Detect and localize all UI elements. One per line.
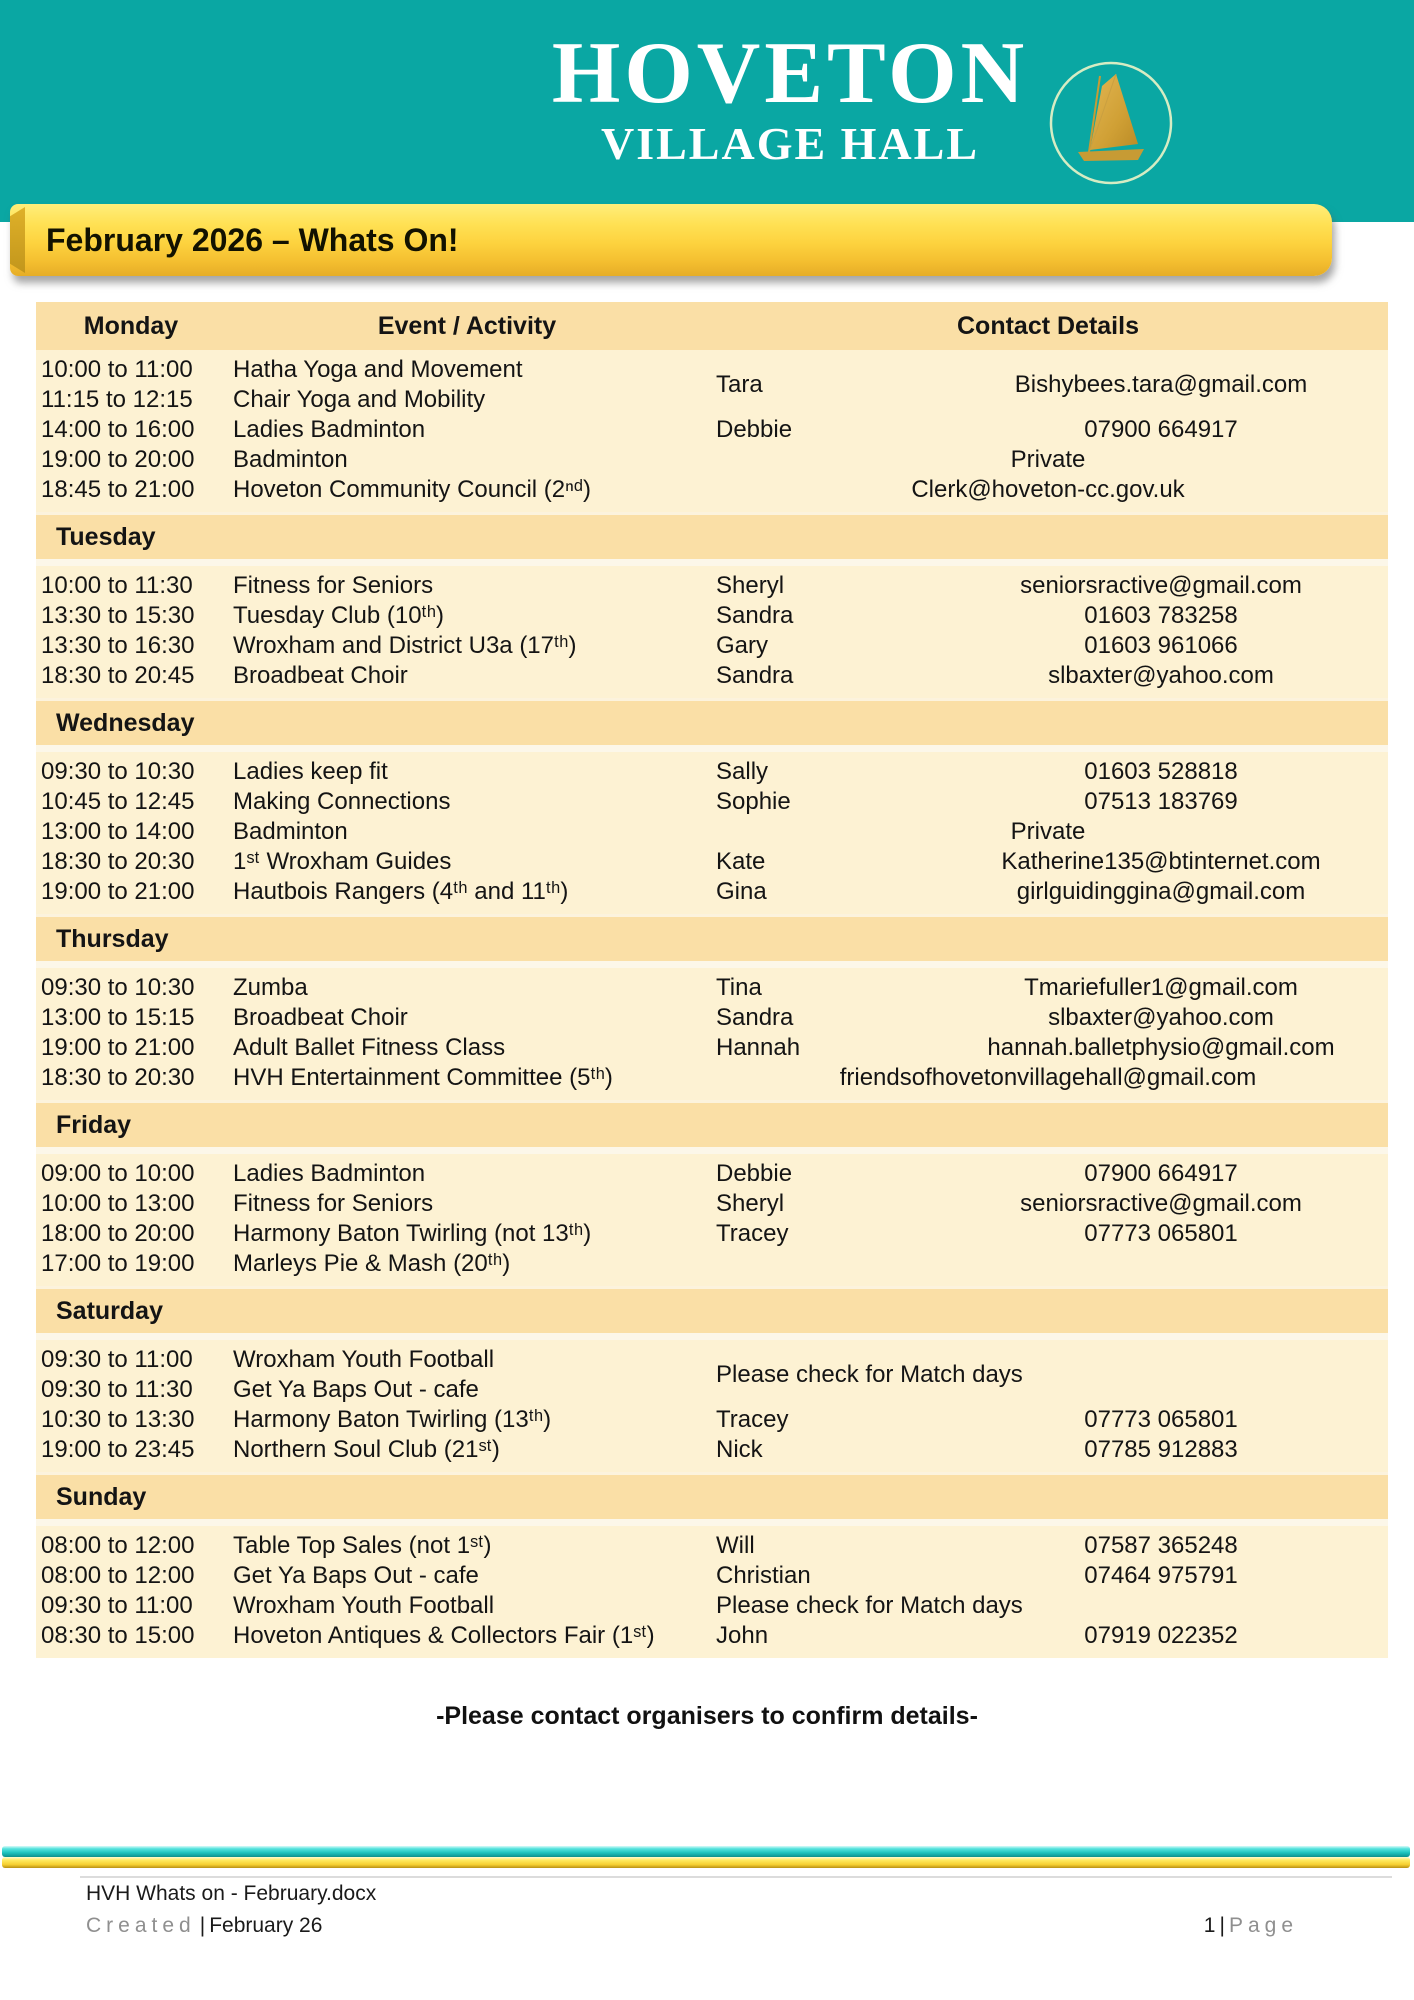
time-cell xyxy=(36,877,226,907)
schedule-row xyxy=(36,1219,1388,1249)
schedule-row xyxy=(36,475,1388,505)
event-cell xyxy=(226,1435,708,1465)
merged-contact-cell: Private xyxy=(1010,446,1086,473)
event-cell xyxy=(226,1561,708,1591)
time-text: 18:30 to 20:30 xyxy=(41,1064,195,1091)
event-cell xyxy=(226,787,708,817)
schedule-row xyxy=(36,1249,1388,1279)
time-cell xyxy=(36,1591,226,1621)
day-rows xyxy=(36,752,1388,914)
event-text: 1ˢᵗ Wroxham Guides xyxy=(233,848,452,875)
divider-stripe-teal xyxy=(2,1846,1410,1857)
schedule-row xyxy=(36,1531,1388,1561)
time-cell xyxy=(36,1189,226,1219)
day-band xyxy=(36,1472,1388,1526)
event-text: Broadbeat Choir xyxy=(233,662,408,689)
contact-detail-cell: 07513 183769 xyxy=(1084,788,1238,815)
event-cell xyxy=(226,1249,708,1279)
contact-name-cell: Debbie xyxy=(716,1160,793,1187)
event-text: Wroxham and District U3a (17ᵗʰ) xyxy=(233,632,577,659)
event-cell xyxy=(226,1189,708,1219)
event-text: Table Top Sales (not 1ˢᵗ) xyxy=(233,1532,492,1559)
event-text: HVH Entertainment Committee (5ᵗʰ) xyxy=(233,1064,613,1091)
schedule-row xyxy=(36,1003,1388,1033)
contact-name-cell: Tara xyxy=(716,371,763,398)
time-cell xyxy=(36,415,226,445)
contact-name-cell: Will xyxy=(716,1532,755,1559)
day-rows xyxy=(36,1526,1388,1658)
schedule-row xyxy=(36,631,1388,661)
day-rows xyxy=(36,968,1388,1100)
contact-detail-cell: hannah.balletphysio@gmail.com xyxy=(987,1034,1335,1061)
contact-name-cell: Sheryl xyxy=(716,572,785,599)
event-cell xyxy=(226,1003,708,1033)
contact-detail-cell: 07919 022352 xyxy=(1084,1622,1238,1649)
created-value: February 26 xyxy=(209,1914,323,1937)
schedule-row xyxy=(36,661,1388,691)
day-band xyxy=(36,1286,1388,1340)
page-separator: | xyxy=(1219,1914,1225,1937)
schedule-row xyxy=(36,1591,1388,1621)
time-text: 10:00 to 11:00 xyxy=(41,356,193,383)
event-cell xyxy=(226,817,708,847)
masthead-band xyxy=(0,0,1414,222)
event-cell xyxy=(226,631,708,661)
time-text: 10:00 to 11:30 xyxy=(41,572,193,599)
event-text: Making Connections xyxy=(233,788,451,815)
time-cell xyxy=(36,601,226,631)
time-cell xyxy=(36,973,226,1003)
event-cell xyxy=(226,601,708,631)
event-text: Get Ya Baps Out - cafe xyxy=(233,1562,479,1589)
merged-contact-cell: friendsofhovetonvillagehall@gmail.com xyxy=(839,1064,1257,1091)
time-text: 09:30 to 10:30 xyxy=(41,758,195,785)
time-cell xyxy=(36,661,226,691)
schedule-row xyxy=(36,1435,1388,1465)
schedule-row xyxy=(36,1063,1388,1093)
schedule-row xyxy=(36,1405,1388,1435)
event-text: Tuesday Club (10ᵗʰ) xyxy=(233,602,445,629)
contact-name-cell: Sandra xyxy=(716,602,794,629)
day-band-label: Sunday xyxy=(56,1482,147,1511)
day-band xyxy=(36,512,1388,566)
event-text: Fitness for Seniors xyxy=(233,572,434,599)
event-cell xyxy=(226,415,708,445)
schedule-row xyxy=(36,1621,1388,1651)
event-text: Badminton xyxy=(233,446,348,473)
merged-contact-cell: Please check for Match days xyxy=(716,1361,1023,1388)
page-label: Page xyxy=(1228,1914,1298,1937)
time-cell xyxy=(36,571,226,601)
column-header-contact: Contact Details xyxy=(957,311,1139,340)
time-text: 13:30 to 15:30 xyxy=(41,602,195,629)
contact-name-cell: Sophie xyxy=(716,788,791,815)
event-cell xyxy=(226,661,708,691)
schedule-row xyxy=(36,445,1388,475)
time-text: 11:15 to 12:15 xyxy=(41,386,193,413)
event-text: Fitness for Seniors xyxy=(233,1190,434,1217)
day-band xyxy=(36,914,1388,968)
contact-name-cell: Sandra xyxy=(716,1004,794,1031)
day-rows xyxy=(36,1154,1388,1286)
event-text: Marleys Pie & Mash (20ᵗʰ) xyxy=(233,1250,511,1277)
contact-name-cell: Christian xyxy=(716,1562,811,1589)
time-text: 13:00 to 15:15 xyxy=(41,1004,195,1031)
contact-detail-cell: 01603 783258 xyxy=(1084,602,1238,629)
event-text: Hatha Yoga and Movement xyxy=(233,356,523,383)
contact-detail-cell: seniorsractive@gmail.com xyxy=(1020,1190,1302,1217)
contact-detail-cell: 01603 528818 xyxy=(1084,758,1238,785)
contact-name-cell: Tracey xyxy=(716,1406,789,1433)
time-cell xyxy=(36,1249,226,1279)
event-cell xyxy=(226,1219,708,1249)
event-text: Broadbeat Choir xyxy=(233,1004,408,1031)
time-text: 10:45 to 12:45 xyxy=(41,788,195,815)
time-text: 17:00 to 19:00 xyxy=(41,1250,195,1277)
merged-contact-cell: Private xyxy=(1010,818,1086,845)
event-text: Hautbois Rangers (4ᵗʰ and 11ᵗʰ) xyxy=(233,878,569,905)
time-text: 09:30 to 11:00 xyxy=(41,1592,193,1619)
time-text: 18:30 to 20:30 xyxy=(41,848,195,875)
contact-detail-cell: 07773 065801 xyxy=(1084,1220,1238,1247)
brand-block xyxy=(440,25,1140,169)
contact-detail-cell: 07587 365248 xyxy=(1084,1532,1238,1559)
time-cell xyxy=(36,1219,226,1249)
time-text: 13:30 to 16:30 xyxy=(41,632,195,659)
contact-name-cell: Gina xyxy=(716,878,767,905)
event-text: Ladies Badminton xyxy=(233,416,426,443)
time-cell xyxy=(36,787,226,817)
title-ribbon xyxy=(10,204,1332,276)
day-band-label: Tuesday xyxy=(56,522,156,551)
time-text: 09:30 to 11:00 xyxy=(41,1346,193,1373)
event-text: Chair Yoga and Mobility xyxy=(233,386,486,413)
footer-hairline xyxy=(80,1876,1392,1878)
time-text: 09:30 to 11:30 xyxy=(41,1376,193,1403)
day-rows xyxy=(36,350,1388,512)
time-text: 09:30 to 10:30 xyxy=(41,974,195,1001)
time-cell xyxy=(36,1531,226,1561)
event-text: Harmony Baton Twirling (13ᵗʰ) xyxy=(233,1406,552,1433)
time-text: 08:00 to 12:00 xyxy=(41,1562,195,1589)
time-cell xyxy=(36,1003,226,1033)
event-cell xyxy=(226,1621,708,1651)
org-title: HOVETON xyxy=(551,25,1029,122)
event-cell xyxy=(226,1345,708,1405)
time-cell xyxy=(36,445,226,475)
contact-name-cell: Kate xyxy=(716,848,766,875)
time-cell xyxy=(36,355,226,415)
event-text: Ladies keep fit xyxy=(233,758,388,785)
event-cell xyxy=(226,1063,708,1093)
event-text: Wroxham Youth Football xyxy=(233,1592,495,1619)
time-cell xyxy=(36,1621,226,1651)
time-cell xyxy=(36,1063,226,1093)
time-cell xyxy=(36,1405,226,1435)
org-subtitle: VILLAGE HALL xyxy=(600,118,980,169)
contact-name-cell: Nick xyxy=(716,1436,763,1463)
day-band-label: Thursday xyxy=(56,924,169,953)
schedule-row xyxy=(36,757,1388,787)
event-text: Wroxham Youth Football xyxy=(233,1346,495,1373)
confirmation-note: -Please contact organisers to confirm details- xyxy=(436,1702,978,1730)
merged-contact-cell: Clerk@hoveton-cc.gov.uk xyxy=(911,476,1185,503)
schedule-row xyxy=(36,1345,1388,1405)
schedule-row xyxy=(36,817,1388,847)
event-cell xyxy=(226,847,708,877)
schedule-row xyxy=(36,571,1388,601)
time-text: 18:30 to 20:45 xyxy=(41,662,195,689)
event-cell xyxy=(226,877,708,907)
created-label: Created xyxy=(86,1914,196,1937)
time-cell xyxy=(36,1033,226,1063)
event-cell xyxy=(226,445,708,475)
contact-name-cell: Tina xyxy=(716,974,762,1001)
schedule-row xyxy=(36,415,1388,445)
day-band-label: Saturday xyxy=(56,1296,163,1325)
event-cell xyxy=(226,571,708,601)
contact-name-cell: Tracey xyxy=(716,1220,789,1247)
time-cell xyxy=(36,757,226,787)
merged-contact-cell: Please check for Match days xyxy=(716,1592,1023,1619)
schedule-row xyxy=(36,847,1388,877)
contact-detail-cell: Tmariefuller1@gmail.com xyxy=(1024,974,1298,1001)
time-cell xyxy=(36,817,226,847)
schedule-row xyxy=(36,1189,1388,1219)
schedule-table xyxy=(36,302,1388,1658)
contact-detail-cell: slbaxter@yahoo.com xyxy=(1048,1004,1274,1031)
day-band xyxy=(36,1100,1388,1154)
contact-name-cell: Gary xyxy=(716,632,769,659)
time-text: 19:00 to 21:00 xyxy=(41,878,195,905)
event-text: Badminton xyxy=(233,818,348,845)
time-text: 08:30 to 15:00 xyxy=(41,1622,195,1649)
contact-detail-cell: 07900 664917 xyxy=(1084,1160,1238,1187)
time-text: 18:45 to 21:00 xyxy=(41,476,195,503)
day-band-label: Friday xyxy=(56,1110,132,1139)
event-text: Adult Ballet Fitness Class xyxy=(233,1034,506,1061)
event-cell xyxy=(226,1591,708,1621)
schedule-row xyxy=(36,1561,1388,1591)
time-cell xyxy=(36,1435,226,1465)
time-cell xyxy=(36,475,226,505)
schedule-row xyxy=(36,787,1388,817)
contact-detail-cell: 07773 065801 xyxy=(1084,1406,1238,1433)
event-text: Zumba xyxy=(233,974,308,1001)
contact-name-cell: John xyxy=(716,1622,769,1649)
time-cell xyxy=(36,1561,226,1591)
contact-detail-cell: 07785 912883 xyxy=(1084,1436,1238,1463)
schedule-row xyxy=(36,355,1388,415)
event-cell xyxy=(226,1405,708,1435)
time-cell xyxy=(36,631,226,661)
event-cell xyxy=(226,475,708,505)
contact-name-cell: Sandra xyxy=(716,662,794,689)
footer-page-line xyxy=(1204,1914,1298,1938)
contact-name-cell: Hannah xyxy=(716,1034,801,1061)
time-cell xyxy=(36,1345,226,1405)
event-cell xyxy=(226,1033,708,1063)
time-text: 19:00 to 21:00 xyxy=(41,1034,195,1061)
contact-name-cell: Sheryl xyxy=(716,1190,785,1217)
event-cell xyxy=(226,355,708,415)
column-header-event: Event / Activity xyxy=(377,311,557,340)
time-text: 18:00 to 20:00 xyxy=(41,1220,195,1247)
time-text: 19:00 to 20:00 xyxy=(41,446,195,473)
day-band-label: Wednesday xyxy=(56,708,195,737)
table-header-row xyxy=(36,302,1388,350)
hull-shape xyxy=(1078,149,1144,161)
event-text: Hoveton Community Council (2ⁿᵈ) xyxy=(233,476,591,503)
time-cell xyxy=(36,847,226,877)
time-text: 09:00 to 10:00 xyxy=(41,1160,195,1187)
day-rows xyxy=(36,1340,1388,1472)
contact-detail-cell: girlguidinggina@gmail.com xyxy=(1016,878,1306,905)
schedule-row xyxy=(36,877,1388,907)
event-text: Harmony Baton Twirling (not 13ᵗʰ) xyxy=(233,1220,592,1247)
contact-detail-cell: Katherine135@btinternet.com xyxy=(1001,848,1321,875)
event-cell xyxy=(226,973,708,1003)
sail-shape xyxy=(1090,74,1138,150)
event-cell xyxy=(226,757,708,787)
schedule-row xyxy=(36,1033,1388,1063)
footer-created-line xyxy=(86,1914,322,1938)
column-header-day: Monday xyxy=(83,311,179,340)
time-text: 08:00 to 12:00 xyxy=(41,1532,195,1559)
contact-detail-cell: seniorsractive@gmail.com xyxy=(1020,572,1302,599)
contact-detail-cell: slbaxter@yahoo.com xyxy=(1048,662,1274,689)
event-text: Ladies Badminton xyxy=(233,1160,426,1187)
time-text: 14:00 to 16:00 xyxy=(41,416,195,443)
event-cell xyxy=(226,1531,708,1561)
time-text: 19:00 to 23:45 xyxy=(41,1436,195,1463)
page-title: February 2026 – Whats On! xyxy=(46,222,459,258)
footer-filename: HVH Whats on - February.docx xyxy=(86,1882,377,1905)
contact-detail-cell: 07900 664917 xyxy=(1084,416,1238,443)
time-text: 10:30 to 13:30 xyxy=(41,1406,195,1433)
time-text: 13:00 to 14:00 xyxy=(41,818,195,845)
event-text: Get Ya Baps Out - cafe xyxy=(233,1376,479,1403)
contact-name-cell: Sally xyxy=(716,758,769,785)
time-cell xyxy=(36,1159,226,1189)
schedule-row xyxy=(36,601,1388,631)
contact-detail-cell: 07464 975791 xyxy=(1084,1562,1238,1589)
contact-detail-cell: Bishybees.tara@gmail.com xyxy=(1014,371,1308,398)
contact-name-cell: Debbie xyxy=(716,416,793,443)
event-text: Northern Soul Club (21ˢᵗ) xyxy=(233,1436,500,1463)
day-rows xyxy=(36,566,1388,698)
created-separator: | xyxy=(199,1914,206,1937)
time-text: 10:00 to 13:00 xyxy=(41,1190,195,1217)
event-cell xyxy=(226,1159,708,1189)
divider-stripe-yellow xyxy=(2,1857,1410,1868)
schedule-row xyxy=(36,973,1388,1003)
event-text: Hoveton Antiques & Collectors Fair (1ˢᵗ) xyxy=(233,1622,655,1649)
page-number: 1 xyxy=(1203,1914,1216,1937)
day-band xyxy=(36,698,1388,752)
contact-detail-cell: 01603 961066 xyxy=(1084,632,1238,659)
wherry-sailboat-icon xyxy=(1046,58,1176,188)
table-body xyxy=(36,350,1388,1658)
schedule-row xyxy=(36,1159,1388,1189)
